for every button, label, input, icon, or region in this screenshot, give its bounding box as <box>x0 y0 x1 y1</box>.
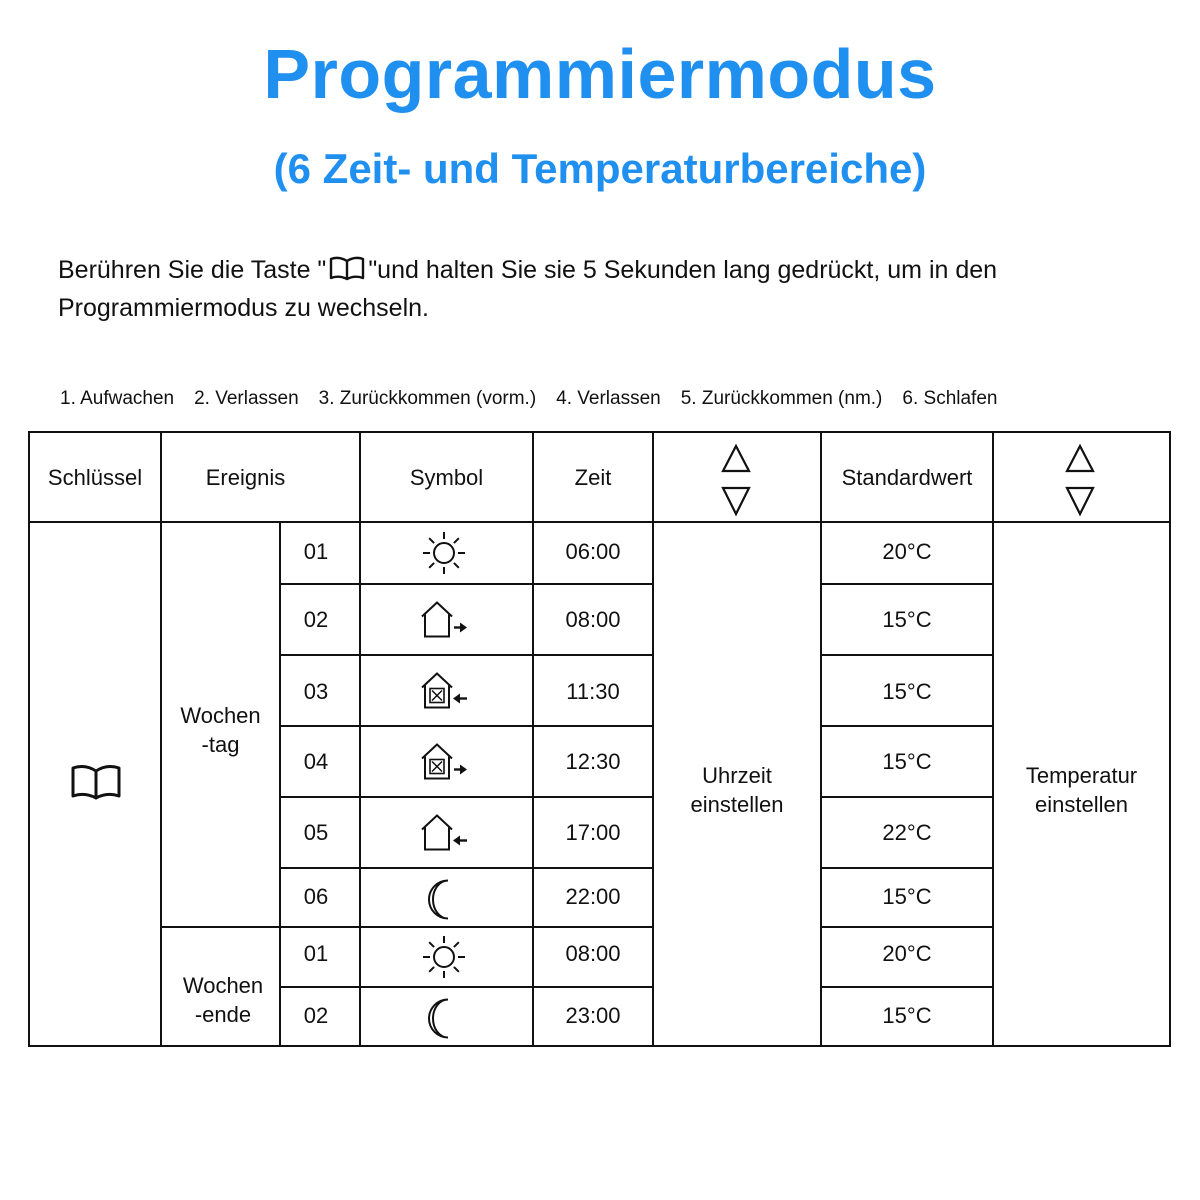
header-key: Schlüssel <box>47 464 143 490</box>
row-time: 08:00 <box>565 606 621 632</box>
step-item: 4. Verlassen <box>556 388 661 409</box>
row-number: 05 <box>303 819 329 845</box>
row-default-temp: 15°C <box>882 1002 932 1028</box>
group-weekday: Wochen -tag <box>180 703 261 757</box>
row-time: 23:00 <box>565 1002 621 1028</box>
up-arrow-icon <box>1067 446 1093 471</box>
row-default-temp: 15°C <box>882 678 932 704</box>
time-action: Uhrzeit einstellen <box>690 763 784 817</box>
row-time: 12:30 <box>565 748 621 774</box>
row-number: 02 <box>303 606 329 632</box>
intro-text-before: Berühren Sie die Taste " <box>58 256 327 284</box>
group-weekend: Wochen -ende <box>182 973 264 1027</box>
row-time: 06:00 <box>565 538 621 564</box>
down-arrow-icon <box>1067 488 1093 514</box>
house-return-icon <box>422 816 467 850</box>
up-arrow-icon <box>723 446 749 471</box>
page-title: Programmiermodus <box>263 35 937 113</box>
book-icon <box>73 767 119 798</box>
step-item: 3. Zurückkommen (vorm.) <box>318 388 537 409</box>
down-arrow-icon <box>723 488 749 514</box>
row-default-temp: 22°C <box>882 819 932 845</box>
row-time: 11:30 <box>566 678 620 704</box>
row-number: 02 <box>303 1002 329 1028</box>
house-lunch-leave-icon <box>422 745 467 779</box>
row-time: 22:00 <box>565 883 621 909</box>
house-lunch-return-icon <box>422 674 467 708</box>
row-time: 08:00 <box>565 940 621 966</box>
row-number: 06 <box>303 883 329 909</box>
moon-icon <box>429 881 448 919</box>
step-item: 2. Verlassen <box>194 388 299 409</box>
row-default-temp: 20°C <box>882 940 932 966</box>
row-number: 01 <box>303 538 329 564</box>
house-leave-icon <box>422 603 467 637</box>
header-default: Standardwert <box>841 464 973 490</box>
sun-icon <box>423 532 465 574</box>
step-item: 5. Zurückkommen (nm.) <box>680 388 883 409</box>
sun-icon <box>423 936 465 978</box>
intro-text-after: "und halten Sie sie 5 Sekunden lang gedrückt, um in den Programmiermodus zu wechseln. <box>58 256 998 322</box>
moon-icon <box>429 1000 448 1038</box>
row-default-temp: 15°C <box>882 606 932 632</box>
row-default-temp: 15°C <box>882 883 932 909</box>
header-time: Zeit <box>574 464 612 490</box>
temp-action: Temperatur einstellen <box>1025 763 1138 817</box>
header-symbol: Symbol <box>409 464 484 490</box>
row-default-temp: 20°C <box>882 538 932 564</box>
row-number: 04 <box>303 748 329 774</box>
page-subtitle: (6 Zeit- und Temperaturbereiche) <box>273 145 927 192</box>
step-item: 1. Aufwachen <box>60 388 175 409</box>
row-number: 03 <box>303 678 329 704</box>
row-default-temp: 15°C <box>882 748 932 774</box>
header-event: Ereignis <box>205 464 286 490</box>
row-time: 17:00 <box>565 819 621 845</box>
row-number: 01 <box>303 940 329 966</box>
step-item: 6. Schlafen <box>902 388 998 409</box>
